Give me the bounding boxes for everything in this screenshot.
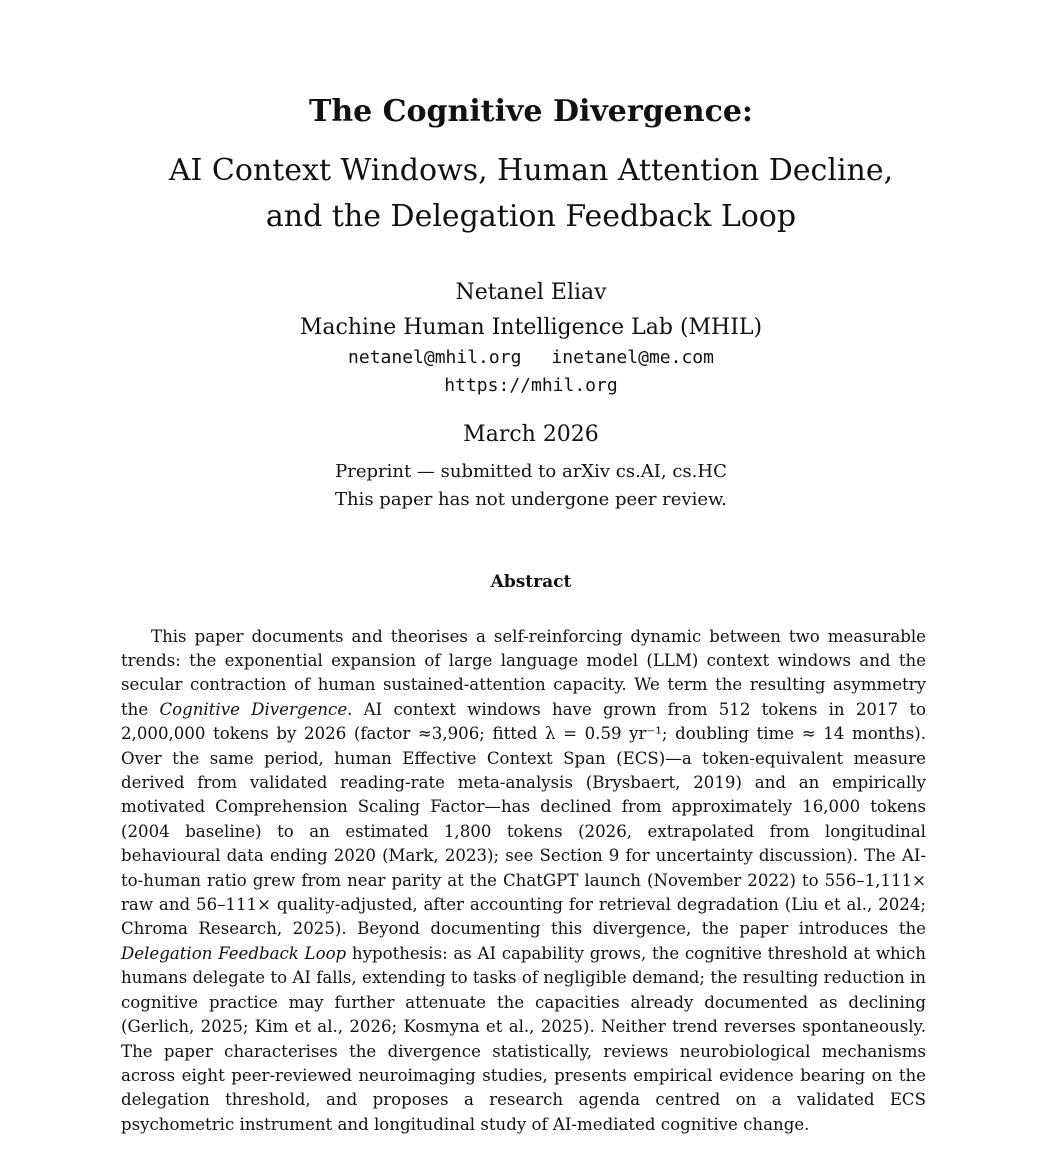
- paper-subtitle-line-1: AI Context Windows, Human Attention Decline,: [168, 153, 894, 188]
- abstract-text-part-3: hypothesis: as AI capability grows, the cognitive threshold at which humans delegate to AI falls, extending to tasks of negligible demand; the resulting reduction in cognitive practice may further attenuate the capacities already documented as declining (Gerlich, 2025; Kim et al., 2026; Kosmyna et al., 2025). Neither trend reverses spontaneously. The paper characterises the divergence statistically, reviews neurobiological mechanisms across eight peer-reviewed neuroimaging studies, presents empirical evidence bearing on the delegation threshold, and proposes a research agenda centred on a validated ECS psychometric instrument and longitudinal study of AI-mediated cognitive change.: [121, 943, 926, 1134]
- abstract-text-part-1: This paper documents and theorises a self-reinforcing dynamic between two measurable trends: the exponential expansion of large language model (LLM) context windows and the secular contraction of human sustained-attention capacity. We term the resulting asymmetry the: [121, 626, 926, 719]
- abstract-body: [121, 625, 926, 1138]
- author-email-primary: netanel@mhil.org: [348, 347, 522, 368]
- author-name: Netanel Eliav: [455, 280, 607, 305]
- abstract-term-delegation-feedback-loop: Delegation Feedback Loop: [121, 943, 347, 963]
- paper-title: The Cognitive Divergence:: [309, 94, 753, 129]
- abstract-term-cognitive-divergence: Cognitive Divergence: [159, 699, 348, 719]
- paper-subtitle-line-2: and the Delegation Feedback Loop: [265, 199, 797, 234]
- author-website: https://mhil.org: [444, 375, 618, 396]
- abstract-heading: Abstract: [490, 572, 572, 592]
- paper-subtitle: [0, 148, 1062, 240]
- author-emails: [0, 345, 1062, 371]
- abstract-text-part-2: . AI context windows have grown from 512 tokens in 2017 to 2,000,000 tokens by 2026 (factor ≈3,906; fitted λ = 0.59 yr⁻¹; doubling time ≈ 14 months). Over the same period, human Effective Context Span (ECS)—a token-equivalent measure derived from validated reading-rate meta-analysis (Brysbaert, 2019) and an empirically motivated Comprehension Scaling Factor—has declined from approximately 16,000 tokens (2004 baseline) to an estimated 1,800 tokens (2026, extrapolated from longitudinal behavioural data ending 2020 (Mark, 2023); see Section 9 for uncertainty discussion). The AI-to-human ratio grew from near parity at the ChatGPT launch (November 2022) to 556–1,111× raw and 56–111× quality-adjusted, after accounting for retrieval degradation (Liu et al., 2024; Chroma Research, 2025). Beyond documenting this divergence, the paper introduces the: [121, 699, 927, 939]
- author-email-secondary: inetanel@me.com: [551, 347, 714, 368]
- paper-date: March 2026: [463, 422, 599, 447]
- author-affiliation: Machine Human Intelligence Lab (MHIL): [299, 315, 763, 340]
- preprint-note: Preprint — submitted to arXiv cs.AI, cs.HC: [335, 461, 727, 482]
- peer-review-note: This paper has not undergone peer review.: [334, 489, 727, 510]
